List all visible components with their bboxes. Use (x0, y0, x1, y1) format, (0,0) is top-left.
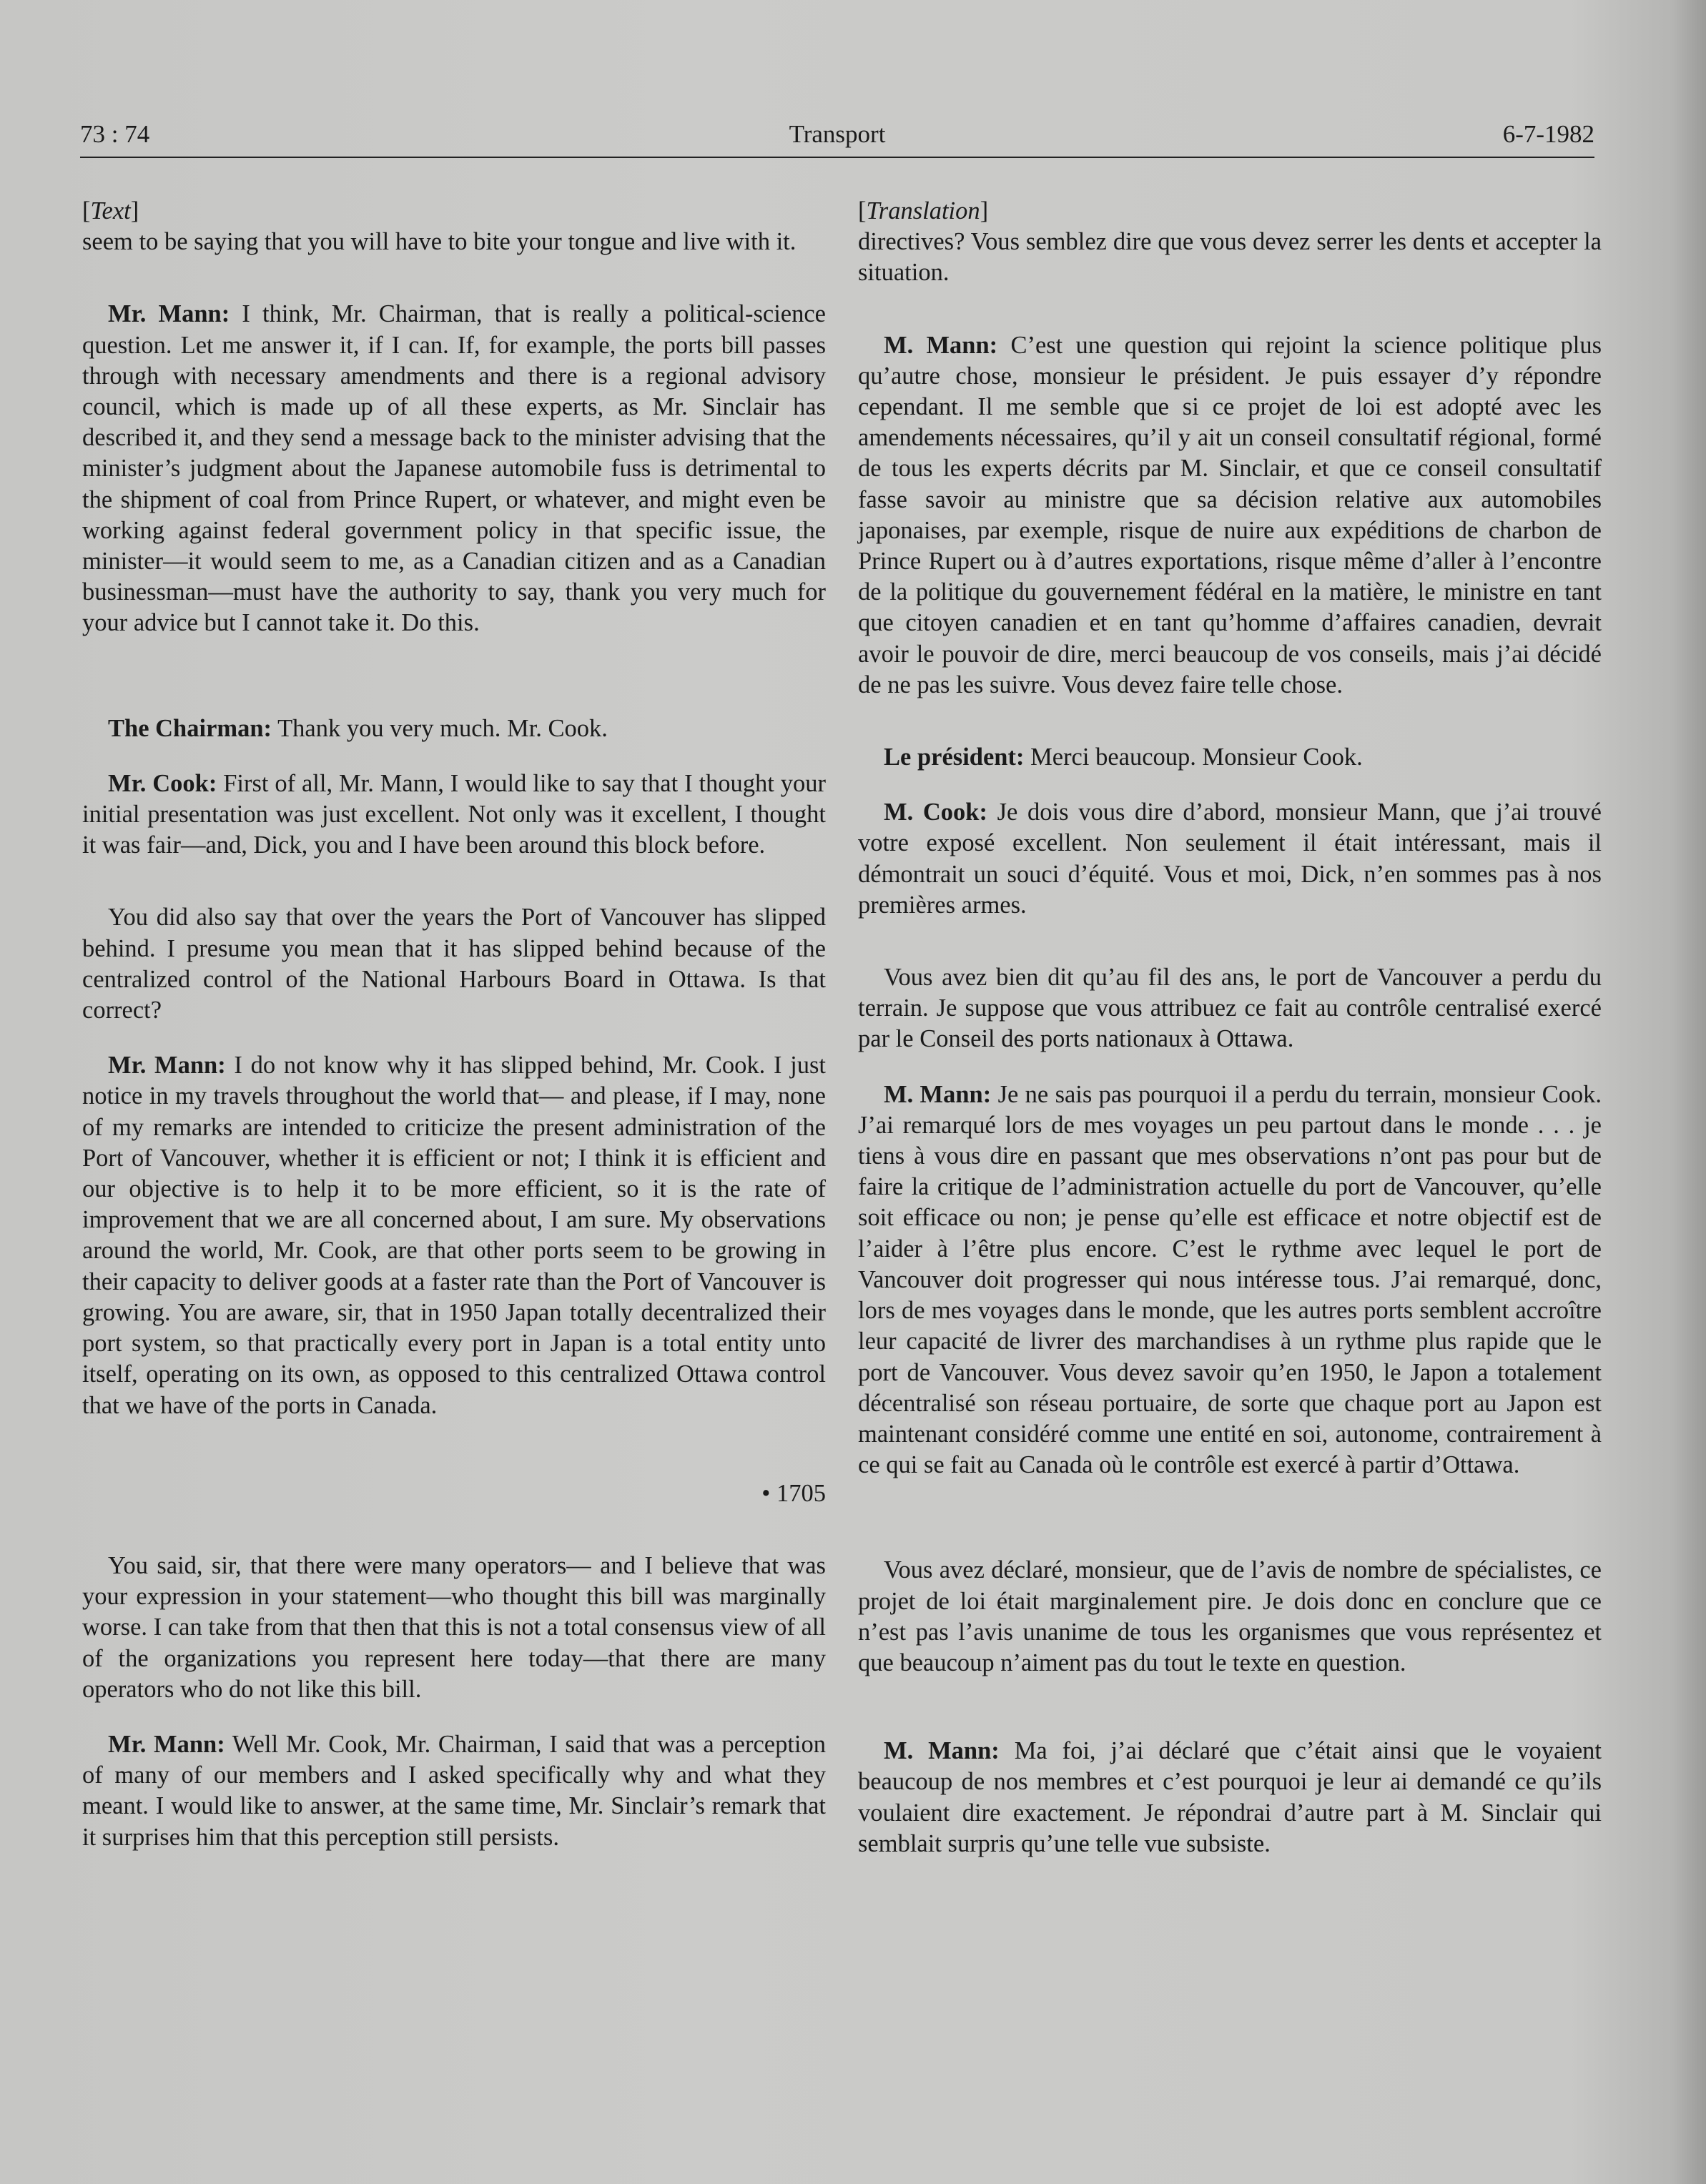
french-column (858, 196, 1602, 1859)
time-marker: • 1705 (761, 1479, 826, 1507)
speaker-name: The Chairman: (108, 714, 272, 742)
paragraph: Vous avez bien dit qu’au fil des ans, le port de Vancouver a perdu du terrain. Je suppose que vous attribuez ce fait au contrôle centralisé exercé par le Conseil des ports nationaux à Ottawa. (858, 964, 1602, 1053)
speaker-name: Mr. Mann: (108, 1730, 225, 1758)
page-number: 73 : 74 (80, 120, 150, 148)
paragraph: directives? Vous semblez dire que vous devez serrer les dents et accepter la situation. (858, 228, 1602, 287)
speaker-name: Mr. Cook: (108, 769, 217, 797)
column-label-text: Translation (866, 197, 980, 224)
paragraph (858, 1079, 1602, 1481)
speech-text: Ma foi, j’ai déclaré que c’était ainsi que le voyaient beaucoup de nos membres et c’est pourquoi je leur ai demandé ce qu’ils voulaient dire exactement. Je répondrai d’autre part à M. Sinclair qui semblait surpris qu’une telle vue subsiste. (858, 1737, 1602, 1857)
speech-text: First of all, Mr. Mann, I would like to say that I thought your initial presentation was just excellent. Not only was it excellent, I thought it was fair—and, Dick, you and I have been around this block before. (82, 769, 826, 859)
speaker-name: Mr. Mann: (108, 1052, 226, 1079)
paragraph: You said, sir, that there were many operators— and I believe that was your expression in your statement—who thought this bill was marginally worse. I can take from that then that this is not a total consensus view of all of the organizations you represent here today—that there are many operators who do not like this bill. (82, 1551, 826, 1703)
header-rule (80, 157, 1594, 158)
speech-text: I do not know why it has slipped behind, Mr. Cook. I just notice in my travels throughout the world that— and please, if I may, none of my remarks are intended to criticize the present administration of the Port of Vancouver, whether it is efficient or not; I think it is efficient and our objective is to help it to be more efficient, so it is the rate of improvement that we are all concerned about, I am sure. My observations around the world, Mr. Cook, are that other ports seem to be growing in their capacity to deliver goods at a faster rate than the Port of Vancouver is growing. You are aware, sir, that in 1950 Japan totally decentralized their port system, so that practically every port in Japan is a total entity unto itself, operating on its own, as opposed to this centralized Ottawa control that we have of the ports in Canada. (82, 1052, 826, 1419)
speaker-name: M. Mann: (884, 1080, 992, 1108)
paragraph (82, 1729, 826, 1853)
paragraph (82, 299, 826, 638)
speaker-name: Le président: (884, 743, 1025, 771)
speaker-name: M. Mann: (884, 1737, 1000, 1765)
speech-text: Merci beaucoup. Monsieur Cook. (1024, 743, 1363, 771)
paragraph (858, 330, 1602, 701)
paragraph (858, 797, 1602, 921)
speech-text: I think, Mr. Chairman, that is really a political-science question. Let me answer it, if I can. If, for example, the ports bill passes through with necessary amendments and there is a regional advisory council, which is made up of all these experts, as Mr. Sinclair has described it, and they send a message back to the minister advising that the minister’s judgment about the Japanese automobile fuss is detrimental to the shipment of coal from Prince Rupert, or whatever, and might even be working against federal government policy in that specific issue, the minister—it would seem to me, as a Canadian citizen and as a Canadian businessman—must have the authority to say, thank you very much for your advice but I cannot take it. Do this. (82, 300, 826, 637)
paragraph: seem to be saying that you will have to bite your tongue and live with it. (82, 228, 797, 256)
paragraph: You did also say that over the years the Port of Vancouver has slipped behind. I presume you mean that it has slipped behind because of the centralized control of the National Harbours Board in Ottawa. Is that correct? (82, 904, 826, 1024)
paragraph (858, 742, 1602, 773)
speech-text: Je dois vous dire d’abord, monsieur Mann, que j’ai trouvé votre exposé excellent. Non seulement il était intéressant, mais il démontrait un souci d’équité. Vous et moi, Dick, n’en sommes pas à nos premières armes. (858, 799, 1602, 919)
speaker-name: M. Cook: (884, 799, 987, 826)
header-date: 6-7-1982 (1502, 120, 1594, 148)
speech-text: Je ne sais pas pourquoi il a perdu du terrain, monsieur Cook. J’ai remarqué lors de mes voyages un peu partout dans le monde . . . je tiens à vous dire en passant que mes observations n’ont pas pour but de faire la critique de l’administration actuelle du port de Vancouver, qu’elle soit efficace ou non; je pense qu’elle est efficace et notre objectif est de l’aider à l’être plus encore. C’est le rythme avec lequel le port de Vancouver doit progresser qui nous intéresse tous. J’ai remarqué, donc, lors de mes voyages dans le monde, que les autres ports semblent accroître leur capacité de livrer des marchandises à un rythme plus rapide que le port de Vancouver. Vous devez savoir qu’en 1950, le Japon a totalement décentralisé son réseau portuaire, de sorte que chaque port au Japon est maintenant considéré comme une entité en soi, autonome, contrairement à ce qui se fait au Canada où le contrôle est exercé à partir d’Ottawa. (858, 1080, 1602, 1479)
column-label: [Translation] (858, 197, 989, 224)
paragraph (82, 1050, 826, 1420)
english-column (82, 196, 826, 1853)
paragraph (858, 1736, 1602, 1859)
speaker-name: M. Mann: (884, 331, 998, 359)
column-label: [Text] (82, 197, 139, 224)
header-title: Transport (789, 120, 886, 148)
page-header (80, 120, 1594, 156)
speaker-name: Mr. Mann: (108, 300, 230, 328)
paragraph: Vous avez déclaré, monsieur, que de l’avis de nombre de spécialistes, ce projet de loi était marginalement pire. Je dois donc en conclure que ce n’est pas l’avis unanime de tous les organismes que vous représentez et que beaucoup n’aiment pas du tout le texte en question. (858, 1556, 1602, 1676)
column-label-text: Text (90, 197, 131, 224)
speech-text: C’est une question qui rejoint la science politique plus qu’autre chose, monsieur le président. Je puis essayer d’y répondre cependant. Il me semble que si ce projet de loi est adopté avec les amendements nécessaires, qu’il y ait un conseil consultatif régional, formé de tous les experts décrits par M. Sinclair, et que ce conseil consultatif fasse savoir au ministre que sa décision relative aux automobiles japonaises, par exemple, risque de nuire aux expéditions de charbon de Prince Rupert ou à d’autres exportations, risque même d’aller à l’encontre de la politique du gouvernement fédéral en la matière, le ministre en tant que citoyen canadien et en tant qu’homme d’affaires canadien, devrait avoir le pouvoir de dire, merci beaucoup de vos conseils, mais j’ai décidé de ne pas les suivre. Vous devez faire telle chose. (858, 331, 1602, 698)
paragraph (82, 769, 826, 861)
speech-text: Well Mr. Cook, Mr. Chairman, I said that was a perception of many of our members and I asked specifically why and what they meant. I would like to answer, at the same time, Mr. Sinclair’s remark that it surprises him that this perception still persists. (82, 1730, 826, 1851)
speech-text: Thank you very much. Mr. Cook. (272, 714, 608, 742)
paragraph (82, 713, 826, 744)
